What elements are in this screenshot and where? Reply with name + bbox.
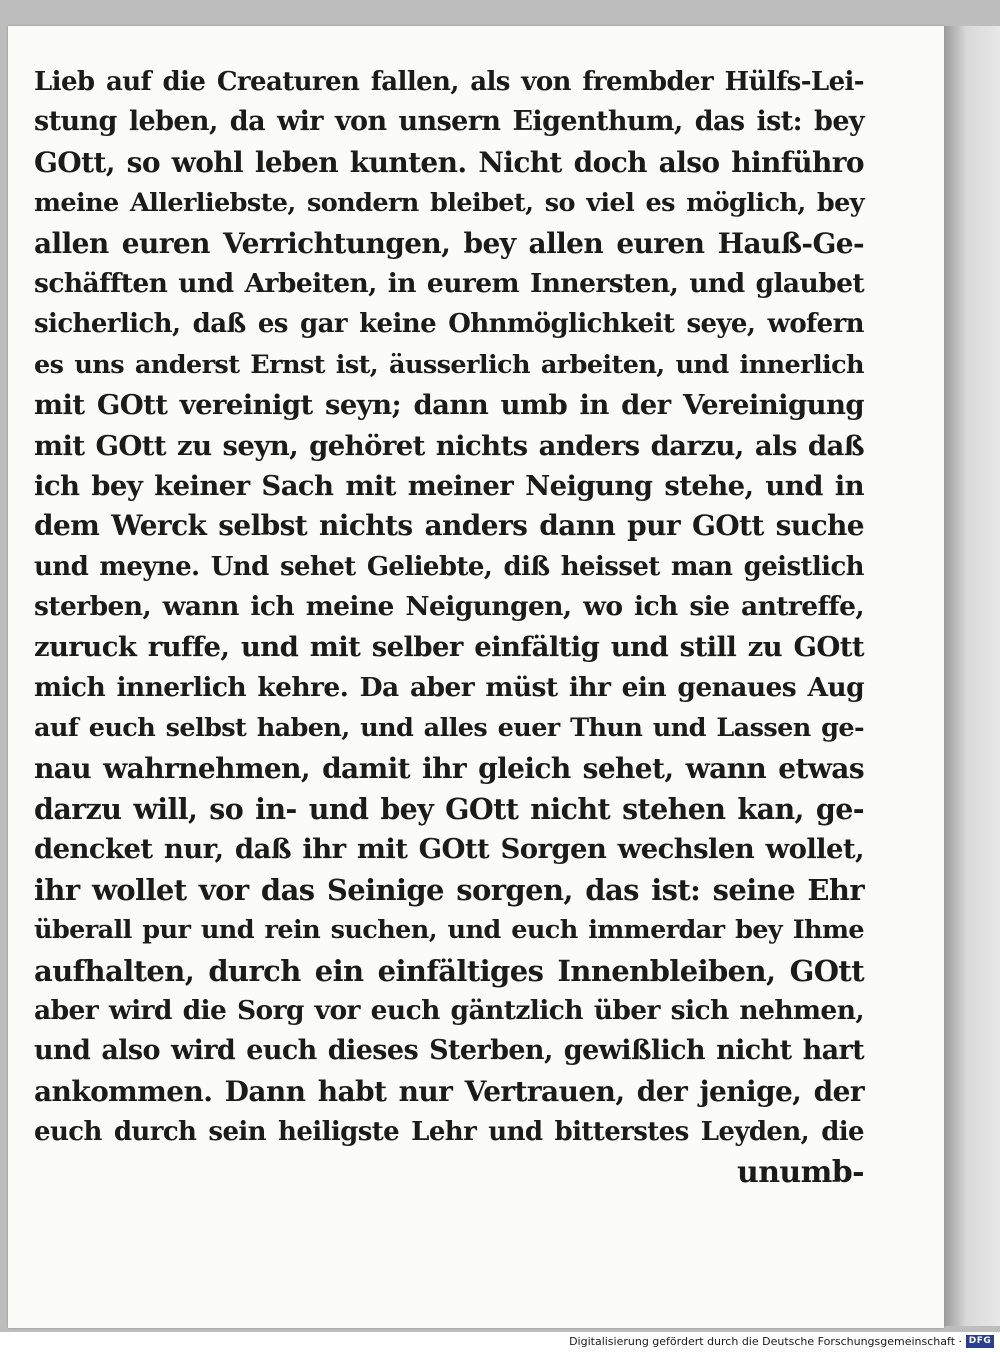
text-line: allen euren Verrichtungen, bey allen euren Hauß-Ge- [34, 226, 864, 260]
text-line: aber wird die Sorg vor euch gäntzlich über sich nehmen, [34, 994, 864, 1026]
text-line: GOtt, so wohl leben kunten. Nicht doch also hinführo [34, 145, 864, 179]
text-line: mit GOtt vereinigt seyn; dann umb in der Vereinigung [34, 389, 864, 422]
text-line: euch durch sein heiligste Lehr und bitterstes Leyden, die [34, 1117, 864, 1148]
text-line: ich bey keiner Sach mit meiner Neigung stehe, und in [34, 469, 864, 502]
text-line: sicherlich, daß es gar keine Ohnmöglichkeit seye, wofern [34, 309, 864, 340]
text-line: ankommen. Dann habt nur Vertrauen, der jenige, der [34, 1074, 864, 1108]
text-line: und also wird euch dieses Sterben, gewißlich nicht hart [34, 1035, 864, 1067]
dfg-logo: DFG [966, 1335, 994, 1348]
text-line: mit GOtt zu seyn, gehöret nichts anders darzu, als daß [34, 429, 864, 462]
text-line: mich innerlich kehre. Da aber müst ihr ein genaues Aug [34, 671, 864, 703]
text-line: darzu will, so in- und bey GOtt nicht stehen kan, ge- [34, 792, 864, 827]
text-line: aufhalten, durch ein einfältiges Innenbleiben, GOtt [34, 953, 864, 988]
text-line: auf euch selbst haben, und alles euer Thun und Lassen ge- [34, 713, 864, 744]
text-line: sterben, wann ich meine Neigungen, wo ich sie antreffe, [34, 591, 864, 623]
page-text [34, 62, 864, 1193]
text-line: schäfften und Arbeiten, in eurem Innersten, und glaubet [34, 267, 864, 299]
text-line: Lieb auf die Creaturen fallen, als von frembder Hülfs-Lei- [34, 67, 864, 97]
text-line: stung leben, da wir von unsern Eigenthum, das ist: bey [34, 106, 864, 138]
text-line: überall pur und rein suchen, und euch immerdar bey Ihme [34, 915, 864, 946]
page-edge-shadow [944, 26, 1000, 1326]
catchword: unumb- [736, 1154, 864, 1190]
text-line: es uns anderst Ernst ist, äusserlich arbeiten, und innerlich [34, 349, 864, 380]
text-line: meine Allerliebste, sondern bleibet, so viel es möglich, bey [34, 188, 864, 219]
digitization-credit: Digitalisierung gefördert durch die Deutsche Forschungsgemeinschaft · [569, 1335, 962, 1348]
text-line: ihr wollet vor das Seinige sorgen, das ist: seine Ehr [34, 872, 864, 907]
text-line: und meyne. Und sehet Geliebte, diß heisset man geistlich [34, 551, 864, 582]
text-line: dencket nur, daß ihr mit GOtt Sorgen wechslen wollet, [34, 833, 864, 866]
text-line: zuruck ruffe, und mit selber einfältig und still zu GOtt [34, 631, 864, 664]
text-line: dem Werck selbst nichts anders dann pur GOtt suche [34, 509, 864, 543]
text-line: nau wahrnehmen, damit ihr gleich sehet, wann etwas [34, 751, 864, 785]
